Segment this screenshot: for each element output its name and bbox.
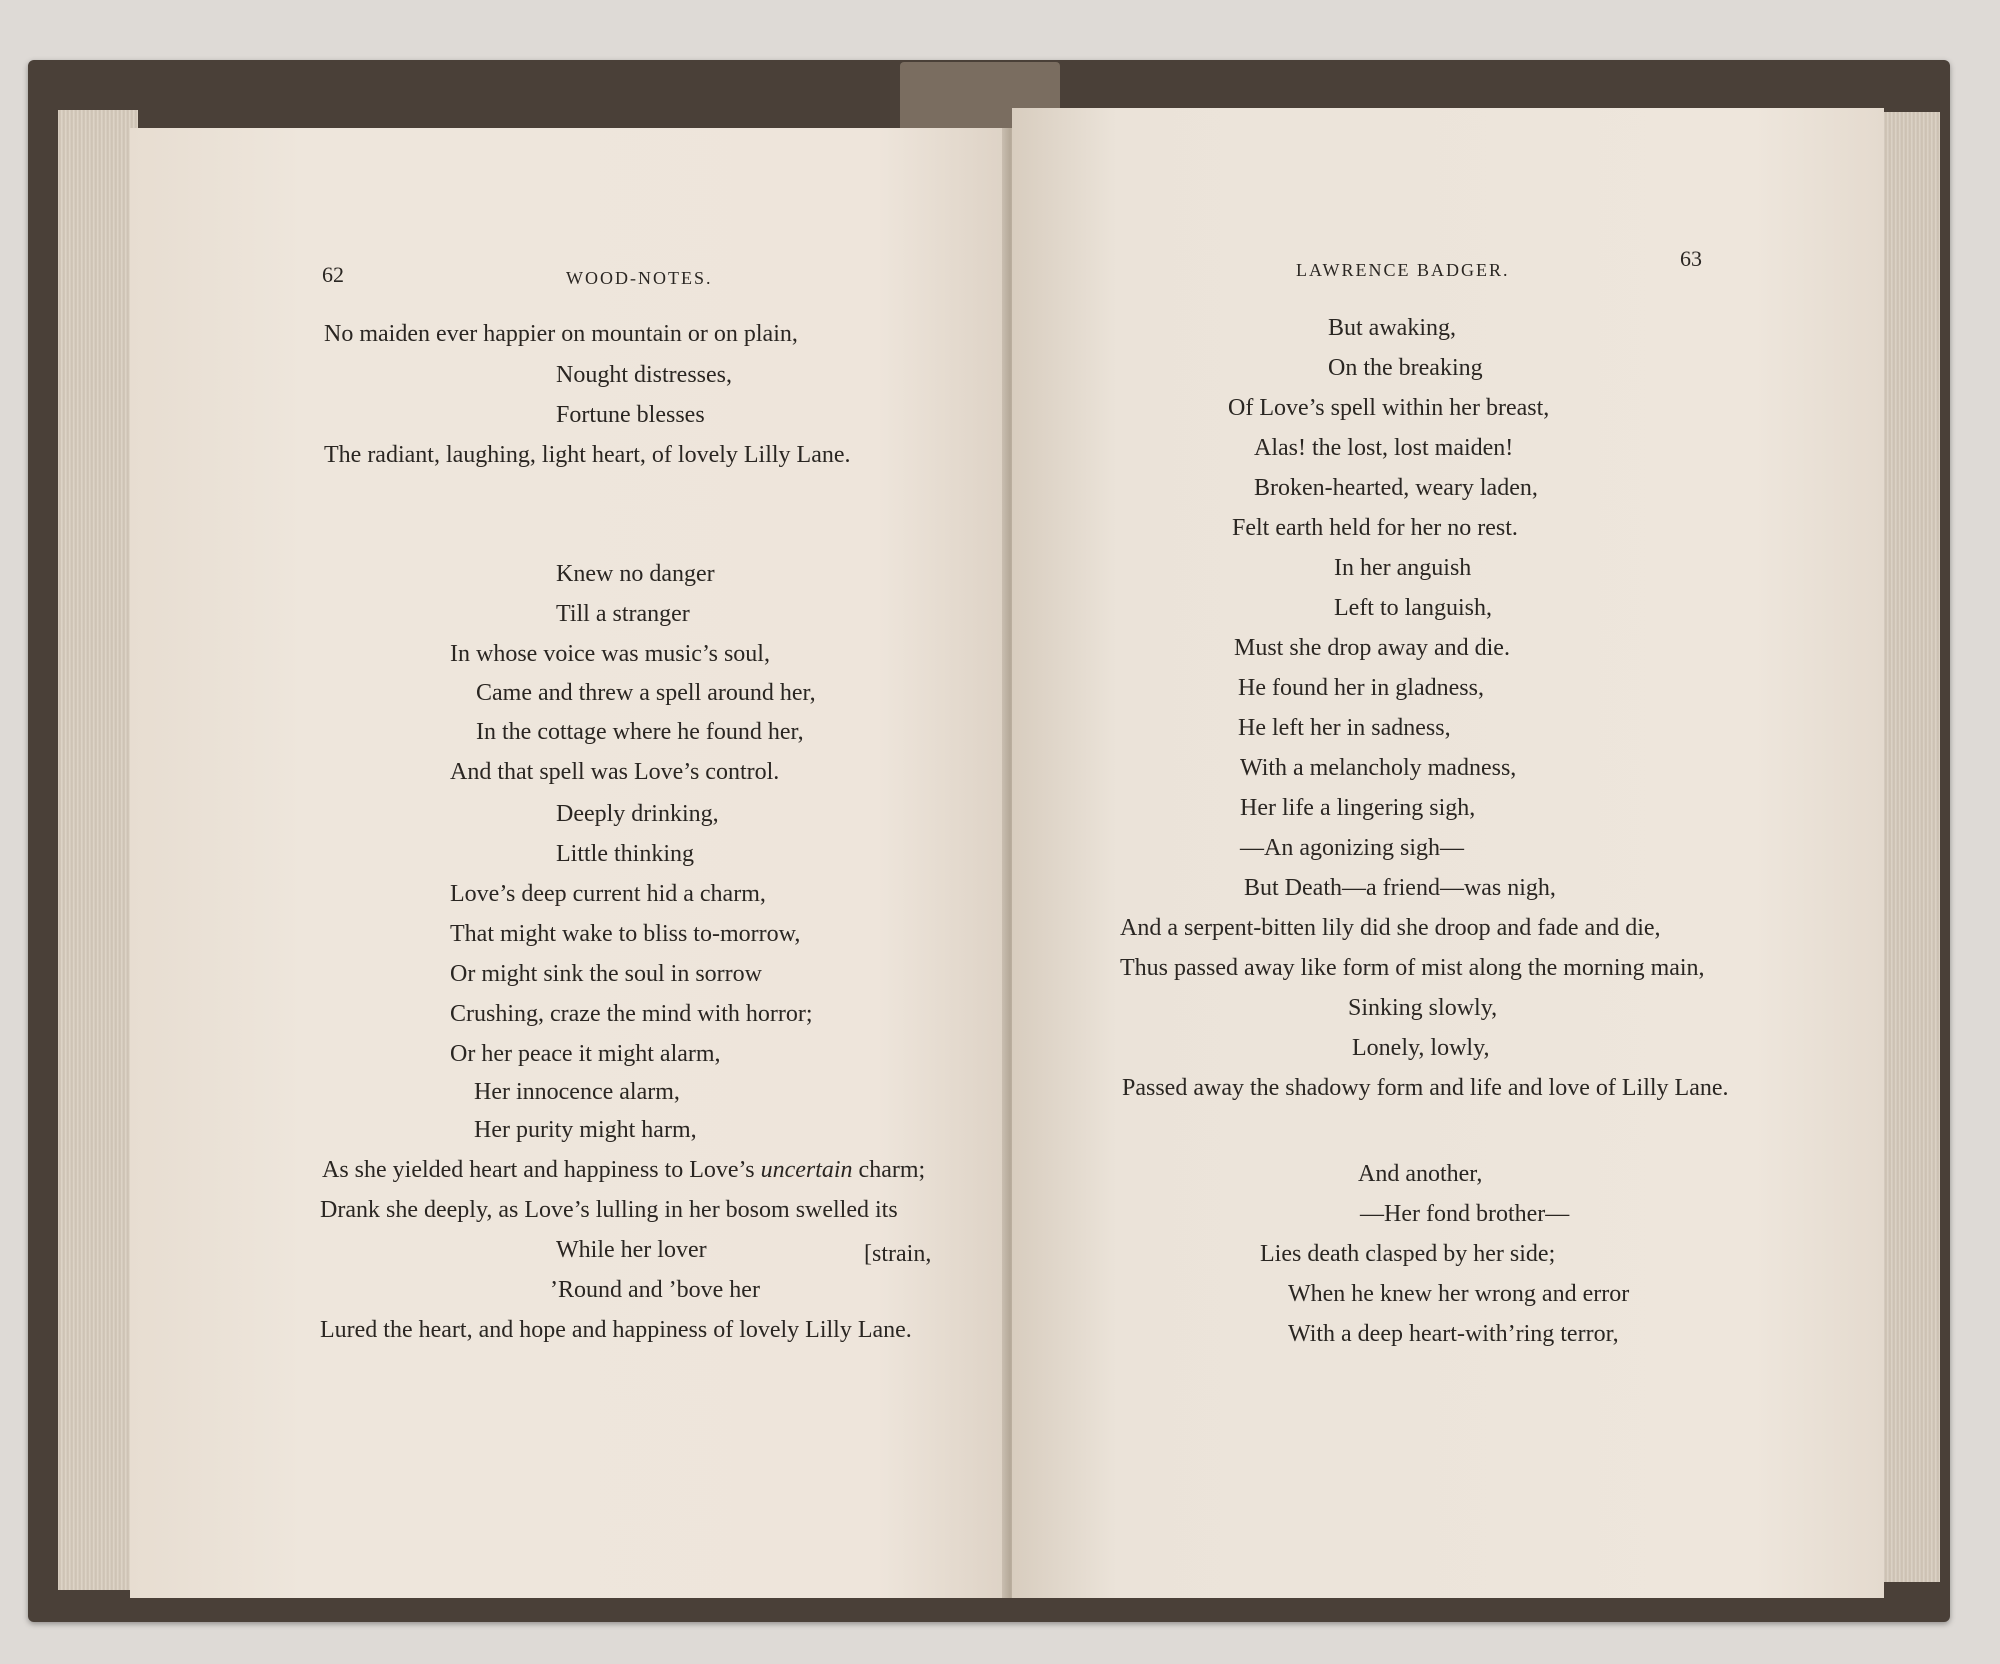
verse-line: While her lover [556, 1237, 707, 1263]
verse-line: But Death—a friend—was nigh, [1244, 875, 1556, 901]
verse-line: Her life a lingering sigh, [1240, 795, 1476, 821]
running-header: WOOD-NOTES. [566, 268, 713, 288]
verse-line: Or her peace it might alarm, [450, 1041, 721, 1067]
verse-line: No maiden ever happier on mountain or on plain, [324, 321, 798, 347]
verse-line: Knew no danger [556, 561, 715, 587]
verse-line: Her purity might harm, [474, 1117, 697, 1143]
verse-line [322, 1156, 925, 1184]
verse-line: —An agonizing sigh— [1240, 835, 1464, 861]
verse-line: Lured the heart, and hope and happiness of lovely Lilly Lane. [320, 1317, 912, 1343]
verse-line: Must she drop away and die. [1234, 635, 1510, 661]
verse-line: On the breaking [1328, 355, 1483, 381]
verse-line: The radiant, laughing, light heart, of lovely Lilly Lane. [324, 442, 851, 468]
verse-line: Deeply drinking, [556, 801, 719, 827]
verse-line: He found her in gladness, [1238, 675, 1484, 701]
verse-line: Passed away the shadowy form and life and love of Lilly Lane. [1122, 1075, 1729, 1101]
page-edges-left [58, 110, 138, 1590]
verse-line: Felt earth held for her no rest. [1232, 515, 1518, 541]
verse-line: Thus passed away like form of mist along the morning main, [1120, 955, 1705, 981]
verse-line: In whose voice was music’s soul, [450, 641, 770, 667]
verse-line: —Her fond brother— [1360, 1201, 1570, 1227]
verse-line: Left to languish, [1334, 595, 1492, 621]
right-page [1012, 108, 1884, 1598]
verse-line: In her anguish [1334, 555, 1472, 581]
verse-line: [strain, [864, 1241, 932, 1267]
verse-line: He left her in sadness, [1238, 715, 1451, 741]
verse-line: Till a stranger [556, 601, 690, 627]
verse-line: Her innocence alarm, [474, 1079, 680, 1105]
verse-line: Sinking slowly, [1348, 995, 1498, 1021]
page-edges-right [1884, 112, 1940, 1582]
verse-line: Nought distresses, [556, 362, 732, 388]
verse-line: Of Love’s spell within her breast, [1228, 395, 1550, 421]
verse-line: Love’s deep current hid a charm, [450, 881, 766, 907]
verse-line: Lonely, lowly, [1352, 1035, 1490, 1061]
verse-line: And that spell was Love’s control. [450, 759, 780, 785]
verse-text: As she yielded heart and happiness to Love’s [322, 1157, 755, 1183]
verse-text: charm; [858, 1157, 926, 1183]
verse-line: With a deep heart-with’ring terror, [1288, 1321, 1619, 1347]
verse-line: Lies death clasped by her side; [1260, 1241, 1556, 1267]
verse-line: In the cottage where he found her, [476, 719, 804, 745]
verse-line: That might wake to bliss to-morrow, [450, 921, 801, 947]
verse-line: Fortune blesses [556, 402, 705, 428]
verse-line: Alas! the lost, lost maiden! [1254, 435, 1514, 461]
running-header: LAWRENCE BADGER. [1296, 260, 1510, 280]
verse-line: ’Round and ’bove her [550, 1277, 760, 1303]
verse-line: Broken-hearted, weary laden, [1254, 475, 1538, 501]
italic-word: uncertain [760, 1157, 853, 1183]
verse-line: When he knew her wrong and error [1288, 1281, 1630, 1307]
page-number: 63 [1680, 246, 1702, 271]
left-page [130, 128, 1010, 1598]
verse-line: Crushing, craze the mind with horror; [450, 1001, 813, 1027]
page-number: 62 [322, 262, 344, 287]
verse-line: With a melancholy madness, [1240, 755, 1517, 781]
verse-line: Little thinking [556, 841, 694, 867]
verse-line: But awaking, [1328, 315, 1456, 341]
verse-line: Or might sink the soul in sorrow [450, 961, 762, 987]
verse-line: Drank she deeply, as Love’s lulling in her bosom swelled its [320, 1197, 898, 1223]
verse-line: And a serpent-bitten lily did she droop and fade and die, [1120, 915, 1661, 941]
verse-line: And another, [1358, 1161, 1483, 1187]
verse-line: Came and threw a spell around her, [476, 680, 816, 706]
